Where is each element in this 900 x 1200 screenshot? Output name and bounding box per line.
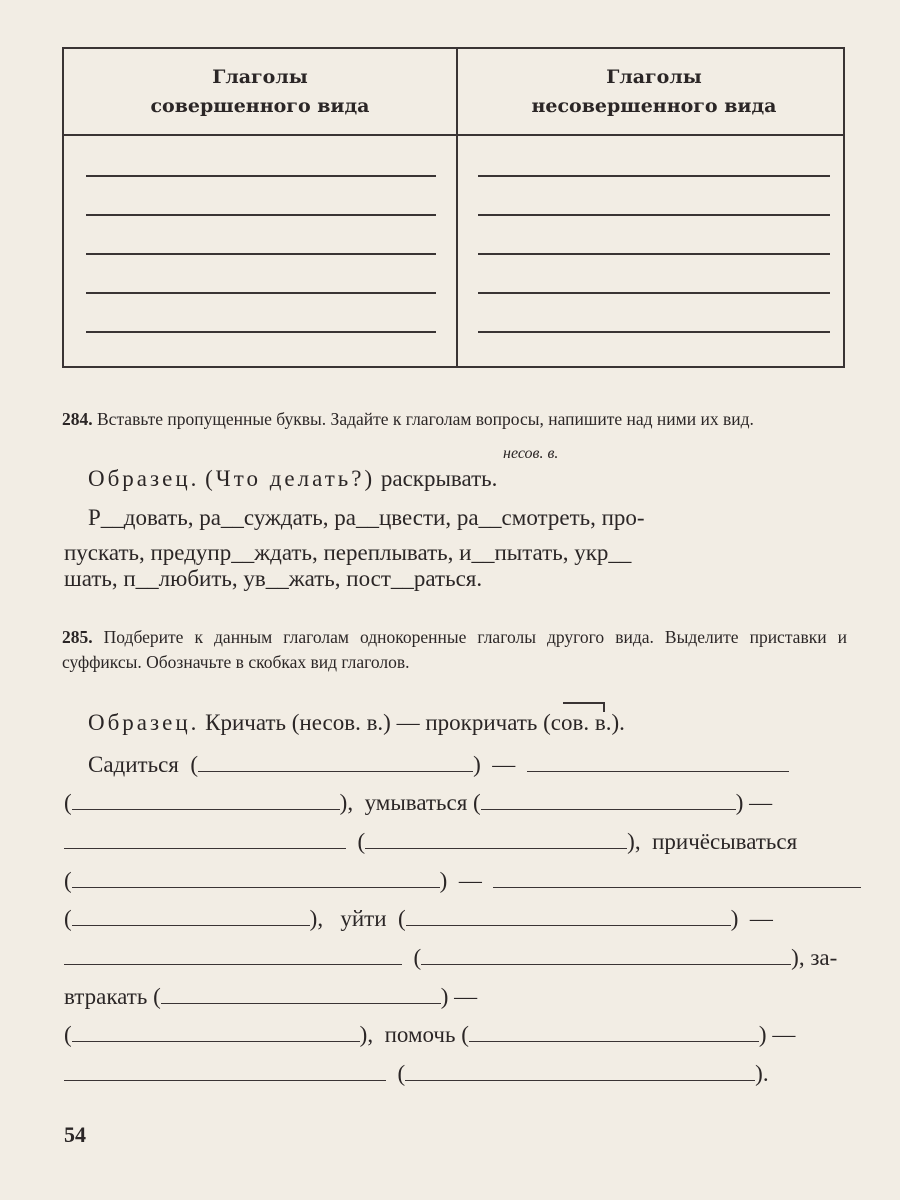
exercise-task-text: Подберите к данным глаголам однокоренные глаголы другого вида. Выделите приставки и суффиксы. Обозначьте в скобках вид глаголов. [62, 627, 847, 672]
answer-blank[interactable] [406, 907, 731, 926]
fill-line: ( ), умываться ( ) — [64, 790, 773, 815]
answer-line-imperfective[interactable] [478, 253, 830, 255]
answer-blank[interactable] [198, 753, 473, 772]
fill-line: ( ), помочь ( ) — [64, 1022, 796, 1047]
fill-line: ( ). [64, 1061, 769, 1087]
sample-label: Образец. [88, 710, 200, 735]
aspect-annotation: несов. в. [503, 445, 559, 462]
answer-blank[interactable] [64, 830, 346, 849]
answer-blank[interactable] [64, 1062, 386, 1081]
answer-blank[interactable] [527, 753, 789, 772]
exercise-285-task [62, 625, 847, 675]
exercise-284-task [62, 407, 847, 432]
answer-blank[interactable] [72, 907, 310, 926]
fill-line: втракать ( ) — [64, 984, 478, 1009]
exercise-task-text: Вставьте пропущенные буквы. Задайте к глаголам вопросы, напишите над ними их вид. [97, 409, 754, 429]
verb-word: за- [810, 945, 838, 970]
verb-aspect-table [62, 47, 845, 368]
sample-label: Образец. [88, 466, 200, 491]
header-text: Глаголы [606, 66, 702, 88]
sample-text: кричать (сов. в.). [460, 710, 625, 735]
fill-line: ( ), уйти ( ) — [64, 906, 773, 931]
exercise-line: шать, п__любить, ув__жать, пост__раться. [64, 566, 483, 591]
sample-prefix: про [425, 710, 461, 735]
fill-line: ( ) — [64, 868, 861, 894]
answer-line-perfective[interactable] [86, 175, 436, 177]
exercise-line: Р__довать, ра__суждать, ра__цвести, ра__смотреть, про- [88, 505, 645, 530]
sample-text: Кричать (несов. в.) — [205, 710, 420, 735]
verb-word: умываться [364, 790, 468, 815]
sample-word: раскрывать. [380, 466, 498, 491]
verb-word: помочь [384, 1022, 456, 1047]
fill-line: ( ), за- [64, 945, 837, 971]
header-perfective [64, 63, 456, 121]
answer-blank[interactable] [469, 1023, 759, 1042]
answer-blank[interactable] [72, 1023, 360, 1042]
verb-word: уйти [340, 906, 387, 931]
exercise-284-sample [88, 466, 497, 492]
answer-line-perfective[interactable] [86, 253, 436, 255]
exercise-number: 285. [62, 627, 93, 647]
answer-blank[interactable] [365, 830, 627, 849]
page-number: 54 [64, 1122, 86, 1147]
answer-blank[interactable] [481, 791, 736, 810]
header-text: совершенного вида [150, 95, 370, 117]
answer-blank[interactable] [405, 1062, 755, 1081]
header-imperfective [458, 63, 850, 121]
fill-line: Садиться ( ) — [88, 752, 789, 778]
answer-line-imperfective[interactable] [478, 214, 830, 216]
answer-line-imperfective[interactable] [478, 175, 830, 177]
exercise-line: пускать, предупр__ждать, переплывать, и__пытать, укр__ [64, 540, 632, 565]
answer-line-perfective[interactable] [86, 292, 436, 294]
answer-line-perfective[interactable] [86, 331, 436, 333]
verb-word: причёсываться [652, 829, 798, 854]
sample-question: (Что делать?) [205, 466, 376, 491]
table-header-row [64, 49, 843, 136]
answer-line-perfective[interactable] [86, 214, 436, 216]
verb-word: Садиться [88, 752, 179, 777]
header-text: Глаголы [212, 66, 308, 88]
header-text: несовершенного вида [531, 95, 777, 117]
answer-blank[interactable] [64, 946, 402, 965]
answer-blank[interactable] [421, 946, 791, 965]
answer-blank[interactable] [72, 869, 440, 888]
verb-word: втракать [64, 984, 148, 1009]
exercise-number: 284. [62, 409, 93, 429]
column-divider [456, 49, 458, 366]
fill-line: ( ), причёсываться [64, 829, 797, 855]
answer-blank[interactable] [161, 985, 441, 1004]
answer-blank[interactable] [72, 791, 340, 810]
exercise-285-sample [88, 710, 625, 736]
answer-blank[interactable] [493, 869, 861, 888]
answer-line-imperfective[interactable] [478, 292, 830, 294]
answer-line-imperfective[interactable] [478, 331, 830, 333]
